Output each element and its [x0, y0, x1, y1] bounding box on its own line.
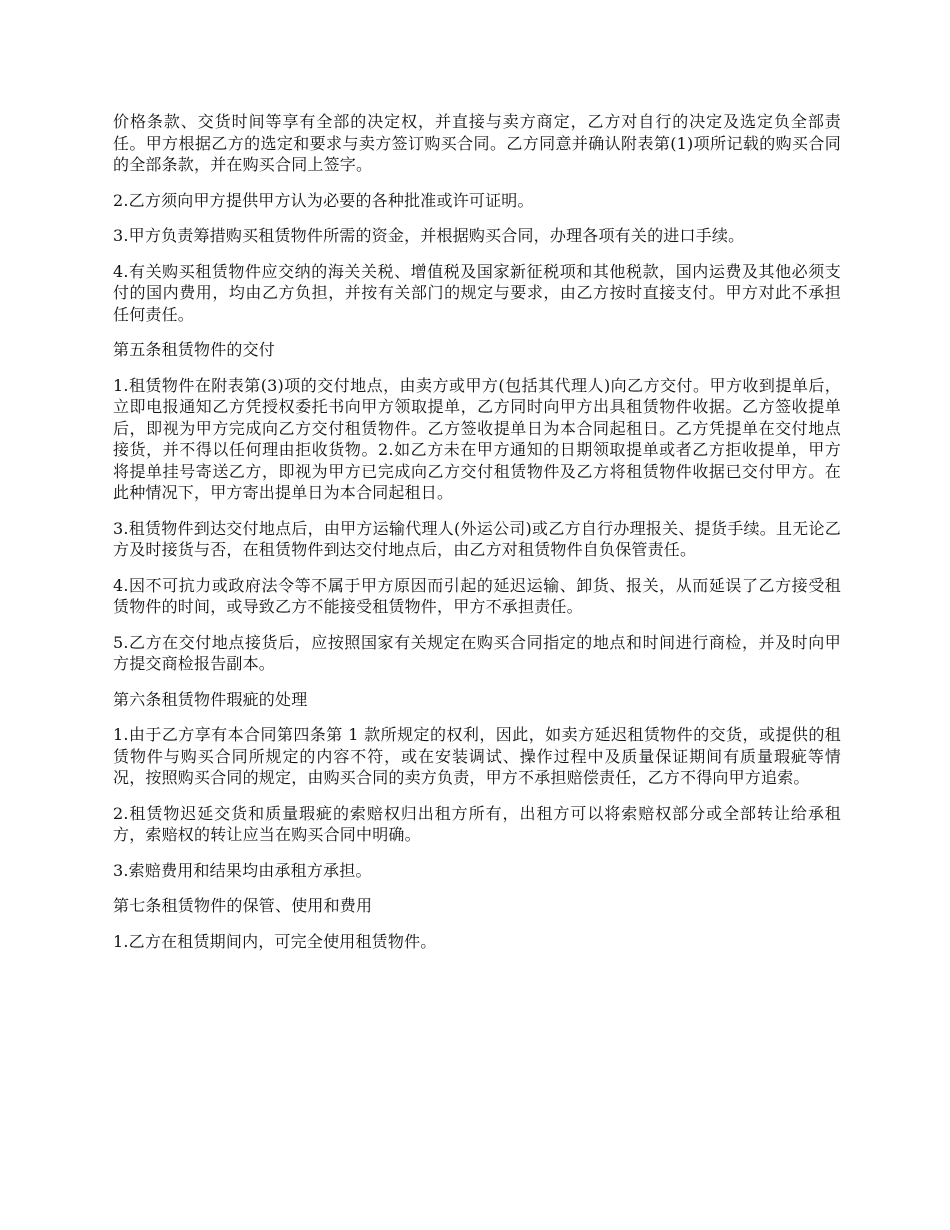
paragraph: 5.乙方在交付地点接货后，应按照国家有关规定在购买合同指定的地点和时间进行商检，并及时向甲方提交商检报告副本。	[113, 632, 841, 673]
paragraph: 4.因不可抗力或政府法令等不属于甲方原因而引起的延迟运输、卸货、报关，从而延误了乙方接受租赁物件的时间，或导致乙方不能接受租赁物件，甲方不承担责任。	[113, 575, 841, 616]
paragraph: 1.乙方在租赁期间内，可完全使用租赁物件。	[113, 931, 437, 951]
section-heading: 第五条租赁物件的交付	[113, 340, 276, 359]
paragraph: 4.有关购买租赁物件应交纳的海关关税、增值税及国家新征税项和其他税款，国内运费及其他必须支付的国内费用，均由乙方负担，并按有关部门的规定与要求，由乙方按时直接支付。甲方对此不承担任何责任。	[113, 261, 841, 324]
paragraph: 3.租赁物件到达交付地点后，由甲方运输代理人(外运公司)或乙方自行办理报关、提货手续。且无论乙方及时接货与否，在租赁物件到达交付地点后，由乙方对租赁物件自负保管责任。	[113, 518, 841, 559]
section-heading: 第六条租赁物件瑕疵的处理	[113, 689, 308, 709]
paragraph: 3.索赔费用和结果均由承租方承担。	[113, 860, 372, 880]
paragraph: 2.租赁物迟延交货和质量瑕疵的索赔权归出租方所有，出租方可以将索赔权部分或全部转让给承租方，索赔权的转让应当在购买合同中明确。	[113, 803, 841, 844]
paragraph: 1.由于乙方享有本合同第四条第 1 款所规定的权利，因此，如卖方延迟租赁物件的交货，或提供的租赁物件与购买合同所规定的内容不符，或在安装调试、操作过程中及质量保证期间有质量瑕疵等情况，按照购买合同的规定，由购买合同的卖方负责，甲方不承担赔偿责任，乙方不得向甲方追索。	[113, 725, 841, 787]
paragraph: 2.乙方须向甲方提供甲方认为必要的各种批准或许可证明。	[113, 190, 534, 210]
document-body	[113, 111, 841, 966]
section-heading: 第七条租赁物件的保管、使用和费用	[113, 896, 373, 915]
paragraph: 3.甲方负责筹措购买租赁物件所需的资金，并根据购买合同，办理各项有关的进口手续。	[113, 226, 745, 245]
paragraph: 1.租赁物件在附表第(3)项的交付地点，由卖方或甲方(包括其代理人)向乙方交付。甲方收到提单后，立即电报通知乙方凭授权委托书向甲方领取提单，乙方同时向甲方出具租赁物件收据。乙方签收提单后，即视为甲方完成向乙方交付租赁物件。乙方签收提单日为本合同起租日。乙方凭提单在交付地点接货，并不得以任何理由拒收货物。2.如乙方未在甲方通知的日期领取提单或者乙方拒收提单，甲方将提单挂号寄送乙方，即视为甲方已完成向乙方交付租赁物件及乙方将租赁物件收据已交付甲方。在此种情况下，甲方寄出提单日为本合同起租日。	[113, 375, 841, 502]
paragraph: 价格条款、交货时间等享有全部的决定权，并直接与卖方商定，乙方对自行的决定及选定负全部责任。甲方根据乙方的选定和要求与卖方签订购买合同。乙方同意并确认附表第(1)项所记载的购买合同的全部条款，并在购买合同上签字。	[113, 112, 841, 174]
